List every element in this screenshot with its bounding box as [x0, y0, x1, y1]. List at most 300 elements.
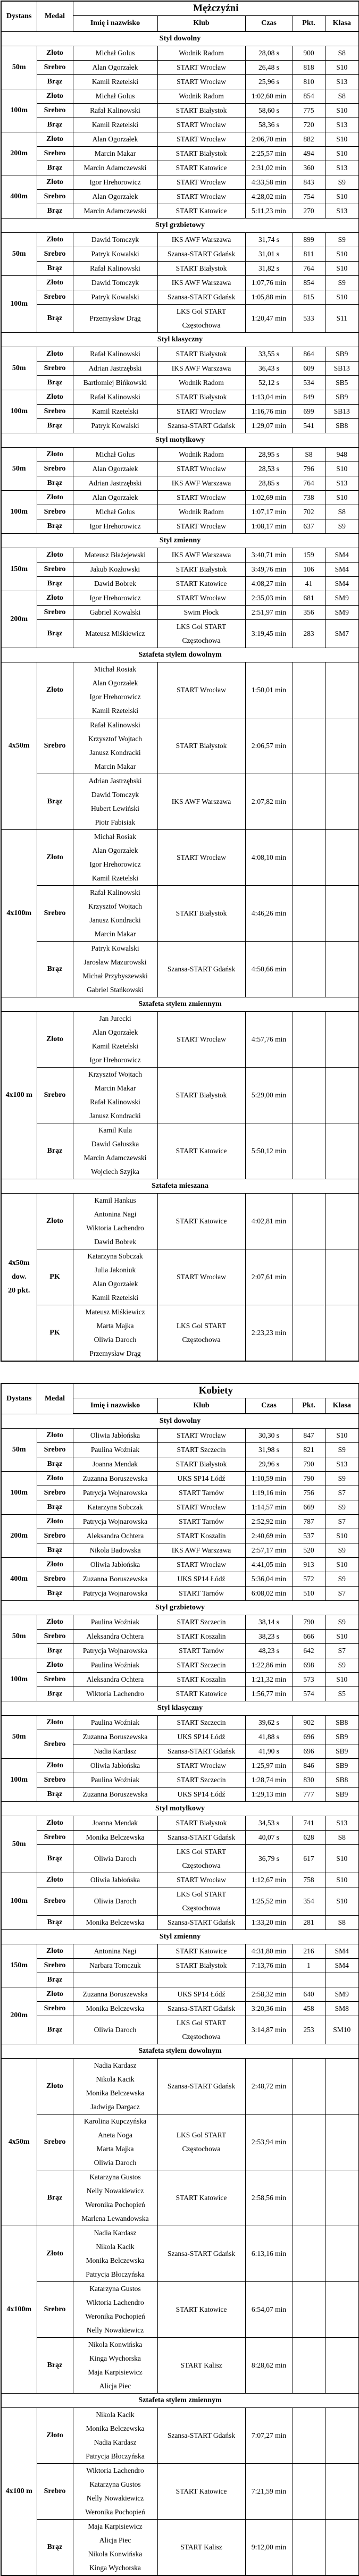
table-row [1, 1773, 359, 1788]
table-row [1, 886, 359, 942]
club-name: LKS Gol START [176, 1322, 227, 1330]
athlete-name: Paulina Woźniak [90, 1618, 140, 1626]
class-cell: SB9 [325, 1759, 359, 1773]
medal-cell: Brąz [37, 2520, 73, 2576]
name-cell [73, 2170, 157, 2226]
athlete-name: Nadia Kardasz [94, 1747, 137, 1755]
class-cell: SB5 [325, 376, 359, 390]
name-cell [73, 347, 157, 362]
class-cell: S10 [325, 104, 359, 118]
athlete-name: Kinga Wychorska [89, 2564, 141, 2572]
time-cell: 1:07,76 min [245, 276, 293, 290]
athlete-name: Monika Belczewska [86, 2256, 145, 2264]
column-header-medal: Medal [37, 1383, 73, 1414]
table-row [1, 1012, 359, 1068]
table-row [1, 2170, 359, 2226]
medal-cell: Złoto [37, 1615, 73, 1630]
name-cell [73, 1305, 157, 1362]
time-cell: 4:02,81 min [245, 1194, 293, 1249]
club-cell [157, 1543, 245, 1558]
athlete-name: Dawid Bobrek [94, 1238, 137, 1246]
name-cell [73, 606, 157, 620]
name-cell [73, 1944, 157, 1959]
club-cell [157, 1816, 245, 1831]
time-cell: 9:12,00 min [245, 2520, 293, 2576]
name-cell [73, 2408, 157, 2464]
medal-cell: Srebro [37, 2282, 73, 2338]
club-cell [157, 2016, 245, 2044]
medal-cell: Złoto [37, 2408, 73, 2464]
name-cell [73, 1744, 157, 1759]
medal-cell: Złoto [37, 2059, 73, 2114]
time-cell: 25,96 s [245, 75, 293, 89]
distance-label: 50m [12, 1446, 26, 1454]
points-cell: 541 [293, 419, 325, 433]
table-row [1, 1305, 359, 1362]
name-cell [73, 419, 157, 433]
points-cell: 628 [293, 1831, 325, 1845]
athlete-name: Rafał Kalinowski [90, 350, 140, 358]
athlete-name: Piotr Fabisiak [95, 818, 136, 826]
medal-cell: Złoto [37, 276, 73, 290]
club-cell [157, 276, 245, 290]
athlete-name: Alan Ogorzałek [92, 1280, 138, 1288]
points-cell: 815 [293, 290, 325, 305]
medal-cell: Brąz [37, 1587, 73, 1601]
name-cell [73, 390, 157, 405]
distance-cell [1, 1472, 37, 1515]
points-cell: 854 [293, 276, 325, 290]
club-name: Szansa-START Gdańsk [167, 2431, 236, 2439]
table-row [1, 1959, 359, 1973]
points-cell: 790 [293, 1457, 325, 1472]
section-title: Sztafeta mieszana [1, 1179, 359, 1194]
medal-cell: Złoto [37, 1658, 73, 1673]
points-cell: S8 [293, 448, 325, 462]
athlete-name: Marcin Makar [94, 149, 136, 157]
club-name: START Białystok [176, 264, 227, 272]
section-title: Sztafeta stylem dowolnym [1, 2044, 359, 2059]
club-name: START Wrocław [177, 1876, 226, 1884]
name-cell [73, 1429, 157, 1443]
medal-cell: Srebro [37, 505, 73, 519]
club-cell [157, 519, 245, 534]
class-cell: S10 [325, 1673, 359, 1687]
medal-cell: Brąz [37, 519, 73, 534]
club-cell [157, 577, 245, 591]
section-title: Styl motylkowy [1, 1802, 359, 1816]
class-cell: S10 [325, 1887, 359, 1916]
table-row [1, 1558, 359, 1572]
section-row [1, 534, 359, 548]
table-row [1, 204, 359, 219]
athlete-name: Michał Rosiak [94, 665, 137, 673]
table-row [1, 1630, 359, 1644]
name-cell [73, 1973, 157, 1987]
section-row [1, 433, 359, 448]
athlete-name: Przemysław Drąg [89, 314, 141, 322]
column-header-name: Imię i nazwisko [73, 1398, 157, 1414]
club-name: START Białystok [176, 149, 227, 157]
club-name: START Tarnów [179, 1489, 224, 1497]
class-cell: SB9 [325, 1744, 359, 1759]
athlete-name: Oliwia Jabłońska [90, 1761, 140, 1769]
class-cell: SB13 [325, 362, 359, 376]
time-cell: 3:40,71 min [245, 548, 293, 563]
club-name: IKS AWF Warszawa [171, 551, 231, 559]
column-header-club: Klub [157, 16, 245, 32]
distance-label: 200m [10, 149, 28, 157]
time-cell: 2:23,23 min [245, 1305, 293, 1362]
athlete-name: Katarzyna Gustos [89, 2285, 141, 2293]
club-cell [157, 175, 245, 190]
points-cell: 699 [293, 405, 325, 419]
table-title: Kobiety [73, 1383, 359, 1398]
distance-cell [1, 662, 37, 830]
section-title: Sztafeta stylem zmiennym [1, 2394, 359, 2408]
club-cell [157, 75, 245, 89]
points-cell [293, 2520, 325, 2576]
points-cell: 696 [293, 1730, 325, 1744]
club-cell [157, 1587, 245, 1601]
club-cell [157, 2408, 245, 2464]
table-row [1, 233, 359, 247]
time-cell: 1:25,97 min [245, 1759, 293, 1773]
section-row [1, 648, 359, 662]
medal-cell: Złoto [37, 233, 73, 247]
table-row [1, 1816, 359, 1831]
section-title: Styl dowolny [1, 1414, 359, 1429]
points-cell: 283 [293, 620, 325, 648]
time-cell: 2:31,02 min [245, 161, 293, 175]
club-name: Szansa-START Gdańsk [167, 1918, 236, 1926]
class-cell: S13 [325, 1816, 359, 1831]
table-row [1, 830, 359, 886]
club-name: Częstochowa [182, 1336, 221, 1344]
class-cell: S10 [325, 190, 359, 204]
distance-label: 150m [10, 1961, 28, 1969]
athlete-name: Marcin Makar [94, 1084, 136, 1092]
class-cell: S9 [325, 276, 359, 290]
name-cell [73, 563, 157, 577]
points-cell: 356 [293, 606, 325, 620]
time-cell: 1:29,07 min [245, 419, 293, 433]
class-cell: S9 [325, 1658, 359, 1673]
table-row [1, 1887, 359, 1916]
name-cell [73, 233, 157, 247]
table-row [1, 2282, 359, 2338]
club-cell [157, 718, 245, 774]
athlete-name: Dawid Tomczyk [91, 791, 139, 799]
club-cell [157, 1615, 245, 1630]
points-cell: 738 [293, 491, 325, 505]
table-row [1, 476, 359, 491]
club-cell [157, 1515, 245, 1529]
column-header-distance: Dystans [1, 1383, 37, 1414]
club-cell [157, 1845, 245, 1873]
table-row [1, 448, 359, 462]
time-cell: 52,12 s [245, 376, 293, 390]
name-cell [73, 204, 157, 219]
distance-label: 4x100 m [5, 1091, 32, 1099]
distance-cell [1, 390, 37, 433]
name-cell [73, 519, 157, 534]
name-cell [73, 1529, 157, 1543]
table-row [1, 89, 359, 104]
class-cell: S7 [325, 1486, 359, 1500]
medal-cell: Srebro [37, 886, 73, 942]
athlete-name: Paulina Woźniak [90, 1446, 140, 1454]
medal-cell: Srebro [37, 1630, 73, 1644]
club-cell [157, 1644, 245, 1658]
column-header-points: Pkt. [293, 16, 325, 32]
medal-cell: Brąz [37, 75, 73, 89]
points-cell: 537 [293, 1529, 325, 1543]
name-cell [73, 1486, 157, 1500]
athlete-name: Wiktoria Lachendro [86, 2466, 144, 2474]
points-cell: 281 [293, 1916, 325, 1930]
club-cell [157, 1630, 245, 1644]
distance-label: 4x50m [8, 1259, 30, 1267]
medal-cell: Brąz [37, 419, 73, 433]
club-name: START Białystok [176, 1460, 227, 1468]
medal-cell: Srebro [37, 606, 73, 620]
athlete-name: Kamil Rzetelski [91, 874, 139, 882]
time-cell: 6:54,07 min [245, 2282, 293, 2338]
points-cell [293, 1194, 325, 1249]
distance-cell [1, 591, 37, 648]
distance-label: 200m [10, 615, 28, 623]
club-cell [157, 1558, 245, 1572]
athlete-name: Rafał Kalinowski [90, 1098, 140, 1106]
time-cell: 1:14,57 min [245, 1500, 293, 1515]
club-name: START Wrocław [177, 1761, 226, 1769]
club-cell [157, 830, 245, 886]
club-name: Częstochowa [182, 636, 221, 644]
class-cell: S13 [325, 476, 359, 491]
club-name: LKS Gol START [176, 1890, 227, 1898]
distance-cell [1, 1716, 37, 1759]
athlete-name: Gabriel Kowalski [89, 608, 141, 616]
table-row [1, 390, 359, 405]
athlete-name: Katarzyna Sobczak [87, 1503, 143, 1511]
distance-label: dow. [11, 1273, 27, 1281]
athlete-name: Michał Golus [95, 450, 135, 458]
club-cell [157, 1788, 245, 1802]
medal-cell: Brąz [37, 2016, 73, 2044]
time-cell: 2:07,82 min [245, 774, 293, 830]
athlete-name: Rafał Kalinowski [90, 393, 140, 401]
club-name: LKS Gol START [176, 1848, 227, 1856]
name-cell [73, 1916, 157, 1930]
athlete-name: Janusz Kondracki [89, 749, 141, 757]
medal-cell: Srebro [37, 1673, 73, 1687]
name-cell [73, 89, 157, 104]
distance-cell [1, 1816, 37, 1873]
club-name: START Wrocław [177, 465, 226, 473]
club-name: START Szczecin [177, 1718, 226, 1726]
section-title: Styl motylkowy [1, 433, 359, 448]
class-cell: SM9 [325, 606, 359, 620]
points-cell [293, 1973, 325, 1987]
table-row [1, 1249, 359, 1305]
athlete-name: Kamil Kula [98, 1126, 132, 1134]
athlete-name: Nadia Kardasz [94, 2061, 137, 2069]
points-cell: 720 [293, 118, 325, 132]
table-row [1, 376, 359, 390]
club-name: START Białystok [176, 1819, 227, 1827]
athlete-name: Dawid Gałuszka [91, 1140, 139, 1148]
points-cell: 846 [293, 1759, 325, 1773]
athlete-name: Patryk Kowalski [91, 422, 139, 430]
class-cell: S10 [325, 1429, 359, 1443]
name-cell [73, 774, 157, 830]
name-cell [73, 75, 157, 89]
athlete-name: Nikola Konwińska [88, 2550, 143, 2558]
club-cell [157, 190, 245, 204]
class-cell [325, 774, 359, 830]
athlete-name: Nadia Kardasz [94, 2438, 137, 2446]
club-name: START Wrocław [177, 594, 226, 602]
club-cell [157, 2226, 245, 2282]
distance-cell [1, 233, 37, 276]
club-cell [157, 1572, 245, 1587]
club-cell [157, 118, 245, 132]
athlete-name: Patryk Kowalski [91, 293, 139, 301]
athlete-name: Alan Ogorzałek [92, 63, 138, 71]
name-cell [73, 1658, 157, 1673]
athlete-name: Nelly Nowakiewicz [86, 2326, 144, 2334]
medal-cell: Brąz [37, 118, 73, 132]
club-name: START Tarnów [179, 1647, 224, 1655]
athlete-name: Zuzanna Boruszewska [82, 1474, 148, 1482]
medal-cell: Srebro [37, 1773, 73, 1788]
class-cell: S5 [325, 1687, 359, 1701]
points-cell: 1 [293, 1959, 325, 1973]
table-row [1, 2520, 359, 2576]
class-cell: S10 [325, 61, 359, 75]
distance-label: 50m [12, 63, 26, 71]
club-cell [157, 2282, 245, 2338]
medal-cell: Brąz [37, 1973, 73, 1987]
points-cell [293, 2408, 325, 2464]
time-cell: 3:49,76 min [245, 563, 293, 577]
name-cell [73, 505, 157, 519]
name-cell [73, 2016, 157, 2044]
time-cell: 1:02,69 min [245, 491, 293, 505]
time-cell: 40,07 s [245, 1831, 293, 1845]
club-cell [157, 476, 245, 491]
class-cell: SM4 [325, 563, 359, 577]
club-cell [157, 2059, 245, 2114]
club-cell [157, 1916, 245, 1930]
time-cell: 6:13,16 min [245, 2226, 293, 2282]
time-cell: 4:28,02 min [245, 190, 293, 204]
class-cell [325, 886, 359, 942]
club-cell [157, 1973, 245, 1987]
class-cell: S13 [325, 75, 359, 89]
athlete-name: Oliwia Daroch [94, 2026, 137, 2034]
club-cell [157, 46, 245, 61]
athlete-name: Nikola Konwińska [88, 2340, 143, 2348]
time-cell: 7:21,59 min [245, 2464, 293, 2520]
medal-cell: Brąz [37, 1687, 73, 1701]
points-cell: 764 [293, 262, 325, 276]
club-cell [157, 448, 245, 462]
points-cell [293, 1305, 325, 1362]
club-name: START Szczecin [177, 1618, 226, 1626]
medal-cell: Złoto [37, 89, 73, 104]
table-row [1, 1429, 359, 1443]
medal-cell: Brąz [37, 1457, 73, 1472]
club-cell [157, 462, 245, 476]
class-cell: S9 [325, 175, 359, 190]
name-cell [73, 104, 157, 118]
medal-cell: Złoto [37, 175, 73, 190]
medal-cell: Srebro [37, 1887, 73, 1916]
distance-label: 100m [10, 106, 28, 114]
points-cell: 533 [293, 305, 325, 333]
time-cell: 28,95 s [245, 448, 293, 462]
class-cell: S10 [325, 491, 359, 505]
club-name: START Wrocław [177, 1035, 226, 1043]
athlete-name: Janusz Kondracki [89, 1112, 141, 1120]
time-cell: 4:57,76 min [245, 1012, 293, 1068]
section-row [1, 219, 359, 233]
table-row [1, 519, 359, 534]
name-cell [73, 1716, 157, 1730]
class-cell: SM4 [325, 1959, 359, 1973]
time-cell: 5:11,23 min [245, 204, 293, 219]
athlete-name: Maja Karpisiewicz [88, 2522, 143, 2530]
class-cell: SM8 [325, 2002, 359, 2016]
medal-cell: Brąz [37, 1500, 73, 1515]
table-row [1, 2338, 359, 2394]
class-cell: S13 [325, 204, 359, 219]
points-cell: 864 [293, 347, 325, 362]
table-row [1, 419, 359, 433]
athlete-name: Rafał Kalinowski [90, 106, 140, 114]
club-name: UKS SP14 Łódź [177, 1790, 226, 1798]
club-name: START Koszalin [177, 1532, 226, 1540]
name-cell [73, 1730, 157, 1744]
time-cell: 1:21,32 min [245, 1673, 293, 1687]
athlete-name: Marcin Adamczewski [84, 1154, 147, 1162]
club-name: UKS SP14 Łódź [177, 1733, 226, 1741]
athlete-name: Michał Przybyszewski [82, 972, 148, 980]
medal-cell: Złoto [37, 347, 73, 362]
medal-cell: PK [37, 1305, 73, 1362]
athlete-name: Kamil Rzetelski [91, 707, 139, 715]
medal-cell: Srebro [37, 1730, 73, 1759]
club-cell [157, 563, 245, 577]
club-cell [157, 1529, 245, 1543]
table-row [1, 2114, 359, 2170]
name-cell [73, 548, 157, 563]
class-cell: S7 [325, 1587, 359, 1601]
class-cell: SB9 [325, 1730, 359, 1744]
class-cell [325, 1123, 359, 1179]
section-title: Styl klasyczny [1, 333, 359, 347]
club-cell [157, 2338, 245, 2394]
table-row [1, 2016, 359, 2044]
club-cell [157, 1429, 245, 1443]
table-row [1, 591, 359, 606]
points-cell: 810 [293, 75, 325, 89]
name-cell [73, 1873, 157, 1887]
name-cell [73, 305, 157, 333]
athlete-name: Zuzanna Boruszewska [82, 1990, 148, 1998]
